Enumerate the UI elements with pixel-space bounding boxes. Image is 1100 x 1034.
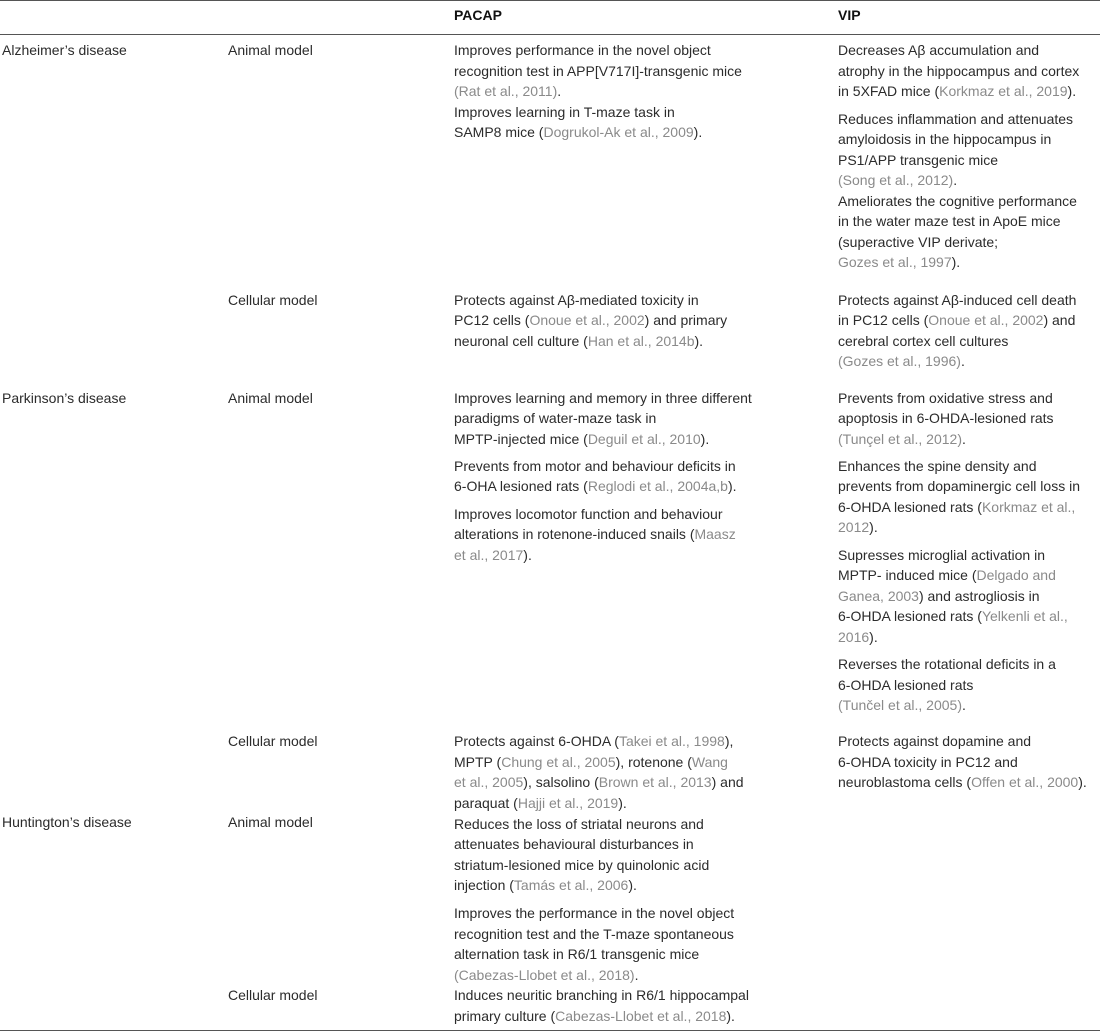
- citation-link[interactable]: Wang: [691, 754, 728, 770]
- cell-text: recognition test and the T-maze spontaneous: [454, 926, 734, 942]
- vip-text-line: [838, 351, 965, 372]
- cell-text: .: [953, 172, 958, 188]
- vip-text-line: [838, 772, 1087, 793]
- top-rule: [0, 0, 1100, 1]
- pacap-text-line: [454, 504, 722, 525]
- vip-text-line: [838, 429, 966, 450]
- cell-text: (superactive VIP derivate;: [838, 234, 999, 250]
- vip-text-line: [838, 388, 1053, 409]
- pacap-text-line: [454, 476, 737, 497]
- vip-text-line: [838, 586, 1040, 607]
- pacap-text-line: [454, 793, 627, 814]
- citation-link[interactable]: Brown et al., 2013: [598, 774, 712, 790]
- cell-text: ) and: [711, 774, 744, 790]
- cell-text: Protects against dopamine and: [838, 733, 1032, 749]
- cell-text: 6-OHA lesioned rats (: [454, 478, 588, 494]
- vip-text-line: [838, 290, 1076, 311]
- citation-link[interactable]: Delgado and: [976, 567, 1056, 583]
- citation-link[interactable]: Yelkenli et al.,: [981, 608, 1068, 624]
- vip-text-line: [838, 232, 998, 253]
- cell-text: cerebral cortex cell cultures: [838, 333, 1009, 349]
- vip-text-line: [838, 191, 1077, 212]
- cell-text: .: [557, 83, 562, 99]
- cell-text: amyloidosis in the hippocampus in: [838, 131, 1052, 147]
- citation-link[interactable]: (Rat et al., 2011): [454, 83, 558, 99]
- citation-link[interactable]: Dogrukol-Ak et al., 2009: [543, 124, 694, 140]
- pacap-text-line: [454, 903, 734, 924]
- citation-link[interactable]: Onoue et al., 2002: [928, 312, 1044, 328]
- cell-text: in 5XFAD mice (: [838, 83, 940, 99]
- cell-text: in PC12 cells (: [838, 312, 929, 328]
- citation-link[interactable]: Reglodi et al., 2004a,b: [587, 478, 728, 494]
- vip-text-line: [838, 545, 1045, 566]
- cell-text: neuroblastoma cells (: [838, 774, 972, 790]
- cell-text: Improves performance in the novel object: [454, 42, 711, 58]
- pacap-text-line: [454, 524, 736, 545]
- vip-text-line: [838, 497, 1075, 518]
- cell-text: .: [962, 431, 966, 447]
- vip-text-line: [838, 695, 966, 716]
- pacap-text-line: [454, 429, 709, 450]
- pacap-text-line: [454, 456, 736, 477]
- cell-text: MPTP (: [454, 754, 502, 770]
- pacap-text-line: [454, 331, 703, 352]
- vip-text-line: [838, 408, 1054, 429]
- cell-text: Reduces the loss of striatal neurons and: [454, 816, 704, 832]
- model-label: Animal model: [228, 42, 313, 58]
- cell-text: injection (: [454, 877, 514, 893]
- pacap-text-line: [454, 388, 752, 409]
- pacap-text-line: [454, 944, 699, 965]
- pacap-text-line: [454, 290, 699, 311]
- cell-text: Improves locomotor function and behaviour: [454, 506, 723, 522]
- cell-text: ) and primary: [644, 312, 728, 328]
- disease-label: Parkinson’s disease: [2, 390, 127, 406]
- citation-link[interactable]: Gozes et al., 1997: [838, 254, 952, 270]
- citation-link[interactable]: (Tunčel et al., 2005): [838, 697, 962, 713]
- cell-text: ).: [523, 547, 532, 563]
- cell-text: Enhances the spine density and: [838, 458, 1037, 474]
- pacap-text-line: [454, 408, 656, 429]
- cell-text: ).: [869, 519, 878, 535]
- cell-text: alterations in rotenone-induced snails (: [454, 526, 695, 542]
- pacap-text-line: [454, 545, 532, 566]
- pacap-text-line: [454, 834, 694, 855]
- vip-text-line: [838, 40, 1039, 61]
- vip-text-line: [838, 310, 1075, 331]
- cell-text: ).: [726, 1008, 735, 1024]
- cell-text: paraquat (: [454, 795, 518, 811]
- cell-text: Protects against Aβ-mediated toxicity in: [454, 292, 699, 308]
- pacap-text-line: [454, 40, 711, 61]
- cell-text: Improves learning and memory in three different: [454, 390, 752, 406]
- cell-text: .: [634, 967, 639, 983]
- cell-text: ).: [727, 478, 737, 494]
- cell-text: prevents from dopaminergic cell loss in: [838, 478, 1080, 494]
- citation-link[interactable]: Offen et al., 2000: [971, 774, 1079, 790]
- pacap-text-line: [454, 752, 728, 773]
- cell-text: paradigms of water-maze task in: [454, 410, 657, 426]
- cell-text: ), salsolino (: [523, 774, 599, 790]
- vip-text-line: [838, 170, 957, 191]
- cell-text: PC12 cells (: [454, 312, 530, 328]
- cell-text: ).: [628, 877, 637, 893]
- citation-link[interactable]: Korkmaz et al., 2019: [939, 83, 1068, 99]
- vip-text-line: [838, 517, 878, 538]
- vip-text-line: [838, 606, 1068, 627]
- cell-text: primary culture (: [454, 1008, 556, 1024]
- pacap-text-line: [454, 924, 734, 945]
- citation-link[interactable]: (Tunçel et al., 2012): [838, 431, 962, 447]
- cell-text: Improves the performance in the novel object: [454, 905, 735, 921]
- citation-link[interactable]: Maasz: [694, 526, 736, 542]
- cell-text: 6-OHDA lesioned rats: [838, 677, 974, 693]
- pacap-text-line: [454, 310, 727, 331]
- cell-text: Prevents from oxidative stress and: [838, 390, 1053, 406]
- cell-text: striatum-lesioned mice by quinolonic acid: [454, 857, 710, 873]
- cell-text: Ameliorates the cognitive performance: [838, 193, 1077, 209]
- vip-text-line: [838, 150, 998, 171]
- cell-text: attenuates behavioural disturbances in: [454, 836, 694, 852]
- cell-text: ).: [1067, 83, 1077, 99]
- pacap-text-line: [454, 81, 561, 102]
- cell-text: Induces neuritic branching in R6/1 hippocampal: [454, 987, 749, 1003]
- citation-link[interactable]: (Cabezas-Llobet et al., 2018): [454, 967, 635, 983]
- pacap-text-line: [454, 772, 744, 793]
- cell-text: apoptosis in 6-OHDA-lesioned rats: [838, 410, 1054, 426]
- cell-text: Improves learning in T-maze task in: [454, 104, 675, 120]
- pacap-text-line: [454, 965, 638, 986]
- cell-text: ) and: [1043, 312, 1076, 328]
- cell-text: ).: [700, 431, 710, 447]
- model-label: Cellular model: [228, 987, 318, 1003]
- cell-text: ).: [618, 795, 627, 811]
- cell-text: ),: [724, 733, 734, 749]
- model-label: Animal model: [228, 390, 313, 406]
- disease-label: Alzheimer’s disease: [2, 42, 127, 58]
- cell-text: Protects against 6-OHDA (: [454, 733, 619, 749]
- header-pacap: PACAP: [454, 7, 502, 23]
- vip-text-line: [838, 654, 1056, 675]
- vip-text-line: [838, 61, 1079, 82]
- pacap-text-line: [454, 814, 704, 835]
- cell-text: .: [962, 697, 966, 713]
- model-label: Cellular model: [228, 292, 318, 308]
- vip-text-line: [838, 675, 973, 696]
- vip-text-line: [838, 129, 1051, 150]
- model-label: Cellular model: [228, 733, 318, 749]
- pacap-text-line: [454, 122, 702, 143]
- citation-link[interactable]: et al., 2005: [454, 774, 524, 790]
- pacap-text-line: [454, 875, 637, 896]
- cell-text: 6-OHDA lesioned rats (: [838, 499, 982, 515]
- cell-text: 6-OHDA lesioned rats (: [838, 608, 982, 624]
- pacap-text-line: [454, 985, 749, 1006]
- cell-text: MPTP- induced mice (: [838, 567, 977, 583]
- cell-text: alternation task in R6/1 transgenic mice: [454, 946, 700, 962]
- citation-link[interactable]: Ganea, 2003: [838, 588, 919, 604]
- cell-text: Reverses the rotational deficits in a: [838, 656, 1056, 672]
- cell-text: in the water maze test in ApoE mice: [838, 213, 1061, 229]
- vip-text-line: [838, 565, 1056, 586]
- citation-link[interactable]: Hajji et al., 2019: [517, 795, 619, 811]
- vip-text-line: [838, 252, 960, 273]
- vip-text-line: [838, 752, 1018, 773]
- citation-link[interactable]: Cabezas-Llobet et al., 2018: [555, 1008, 727, 1024]
- pacap-text-line: [454, 61, 742, 82]
- cell-text: ).: [869, 629, 878, 645]
- header-vip: VIP: [838, 7, 861, 23]
- cell-text: .: [960, 353, 965, 369]
- vip-text-line: [838, 109, 1073, 130]
- citation-link[interactable]: Onoue et al., 2002: [529, 312, 645, 328]
- cell-text: Protects against Aβ-induced cell death: [838, 292, 1077, 308]
- model-label: Animal model: [228, 814, 313, 830]
- citation-link[interactable]: (Gozes et al., 1996): [838, 353, 961, 369]
- citation-link[interactable]: (Song et al., 2012): [838, 172, 954, 188]
- vip-text-line: [838, 731, 1031, 752]
- pacap-text-line: [454, 855, 709, 876]
- pacap-text-line: [454, 1006, 735, 1027]
- vip-text-line: [838, 81, 1076, 102]
- pacap-text-line: [454, 102, 675, 123]
- vip-text-line: [838, 476, 1080, 497]
- header-rule: [0, 34, 1100, 35]
- cell-text: ).: [951, 254, 961, 270]
- citation-link[interactable]: Deguil et al., 2010: [587, 431, 701, 447]
- citation-link[interactable]: et al., 2017: [454, 547, 524, 563]
- cell-text: ).: [694, 333, 704, 349]
- vip-text-line: [838, 331, 1008, 352]
- cell-text: ).: [1078, 774, 1087, 790]
- cell-text: ), rotenone (: [615, 754, 692, 770]
- cell-text: recognition test in APP[V717I]-transgenic mice: [454, 63, 742, 79]
- cell-text: MPTP-injected mice (: [454, 431, 588, 447]
- bottom-rule: [0, 1030, 1100, 1031]
- cell-text: Supresses microglial activation in: [838, 547, 1045, 563]
- disease-label: Huntington’s disease: [2, 814, 132, 830]
- citation-link[interactable]: Takei et al., 1998: [618, 733, 725, 749]
- pacap-text-line: [454, 731, 733, 752]
- cell-text: ) and astrogliosis in: [918, 588, 1040, 604]
- citation-link[interactable]: 2016: [838, 629, 870, 645]
- cell-text: 6-OHDA toxicity in PC12 and: [838, 754, 1018, 770]
- citation-link[interactable]: Chung et al., 2005: [501, 754, 616, 770]
- vip-text-line: [838, 627, 878, 648]
- citation-link[interactable]: Tamás et al., 2006: [513, 877, 629, 893]
- citation-link[interactable]: Korkmaz et al.,: [981, 499, 1076, 515]
- cell-text: Reduces inflammation and attenuates: [838, 111, 1074, 127]
- vip-text-line: [838, 456, 1036, 477]
- vip-text-line: [838, 211, 1061, 232]
- cell-text: Decreases Aβ accumulation and: [838, 42, 1040, 58]
- cell-text: PS1/APP transgenic mice: [838, 152, 999, 168]
- citation-link[interactable]: Han et al., 2014b: [587, 333, 695, 349]
- citation-link[interactable]: 2012: [838, 519, 870, 535]
- cell-text: neuronal cell culture (: [454, 333, 588, 349]
- cell-text: atrophy in the hippocampus and cortex: [838, 63, 1080, 79]
- cell-text: Prevents from motor and behaviour deficits in: [454, 458, 736, 474]
- cell-text: ).: [693, 124, 703, 140]
- cell-text: SAMP8 mice (: [454, 124, 544, 140]
